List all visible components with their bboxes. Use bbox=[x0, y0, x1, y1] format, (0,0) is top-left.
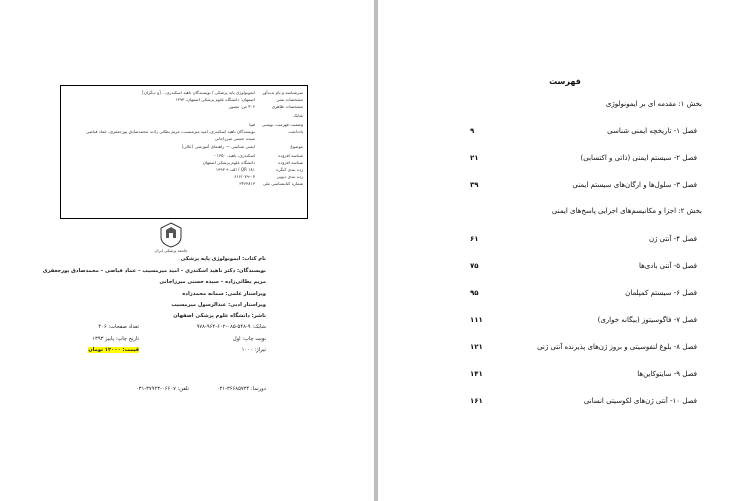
page-count: تعداد صفحات: ۴۰۶ bbox=[98, 324, 139, 330]
catalog-row bbox=[61, 97, 307, 104]
toc-entry bbox=[378, 262, 752, 274]
toc-entry-title: فصل ۷- فاگوسیتوز (بیگانه خواری) bbox=[597, 316, 697, 324]
authors-continued: مریم بطائی‌زاده – سیده حسنی میرزاجانی bbox=[159, 279, 266, 285]
catalog-value: فیپا bbox=[249, 122, 255, 127]
scientific-editor: ویراستار علمی: سمانه محمدزاده bbox=[182, 291, 266, 297]
toc-entry bbox=[378, 181, 752, 193]
toc-entry bbox=[378, 127, 752, 139]
catalog-label: موضوع bbox=[290, 144, 303, 149]
toc-page-number: ۶۱ bbox=[470, 235, 479, 243]
catalog-label: رده بندی کنگره bbox=[276, 167, 303, 172]
toc-entry-title: بخش ۱: مقدمه ای بر ایمونولوژی bbox=[605, 100, 702, 108]
toc-entry-title: فصل ۶- سیستم کمپلمان bbox=[625, 289, 697, 297]
toc-entry-title: فصل ۵- آنتی بادی‌ها bbox=[638, 262, 697, 270]
catalog-label: وضعیت فهرست نویسی bbox=[261, 122, 303, 127]
fax-number: دورنما: ۳۶۶۸۵۷۳۴-۰۳۱ bbox=[216, 386, 266, 392]
catalog-value: ۶۱۶/۰۷۹-۰۷ bbox=[234, 174, 255, 179]
catalog-value: دانشگاه علوم پزشکی اصفهان bbox=[202, 160, 255, 165]
toc-entry-title: فصل ۴- آنتی ژن bbox=[648, 235, 697, 243]
price: قیمت: ۱۲۰۰۰ تومان bbox=[88, 347, 139, 353]
catalog-row bbox=[61, 167, 307, 174]
toc-entry bbox=[378, 397, 752, 409]
catalog-value: QR ۱۸۱ / الف ۹ ۱۳۹۳ bbox=[215, 167, 255, 172]
catalog-row bbox=[61, 113, 307, 120]
toc-page-number: ۷۵ bbox=[470, 262, 479, 270]
catalog-label: رده بندی دیویی bbox=[276, 174, 303, 179]
circulation: تیراژ: ۱۰۰۰ bbox=[241, 347, 266, 353]
toc-entry bbox=[378, 289, 752, 301]
catalog-value: ۳۴۶۳۸۱۳ bbox=[239, 181, 255, 186]
toc-entry-title: فصل ۸- بلوغ لنفوسیتی و بروز ژن‌های پذیرنده آنتی ژنی bbox=[537, 343, 697, 351]
catalog-value: اسکندری، ناهید، ۱۳۵۰ - bbox=[213, 153, 255, 158]
toc-entry-title: فصل ۱۰- آنتی ژن‌های لکوسیتی انسانی bbox=[583, 397, 697, 405]
toc-entry bbox=[378, 235, 752, 247]
catalog-row bbox=[61, 90, 307, 97]
catalog-row bbox=[61, 104, 307, 111]
catalog-row bbox=[61, 122, 307, 129]
catalog-row bbox=[61, 153, 307, 160]
toc-entry-title: فصل ۱- تاریخچه ایمنی شناسی bbox=[607, 127, 697, 135]
toc-page-number: ۹۵ bbox=[470, 289, 479, 297]
catalog-label: شناسه افزوده bbox=[278, 153, 303, 158]
catalog-value: نویسندگان ناهید اسکندری، امید میرمسیب، مریم بطائی زاده، محمدصادق پورجعفری، عماد فیاضی bbox=[85, 129, 255, 134]
toc-entry-title: فصل ۳- سلول‌ها و ارگان‌های سیستم ایمنی bbox=[572, 181, 697, 189]
table-of-contents-page bbox=[378, 0, 752, 501]
catalog-row bbox=[61, 174, 307, 181]
catalog-value: اصفهان: دانشگاه علوم پزشکی اصفهان، ۱۳۹۳ bbox=[175, 97, 255, 102]
book-title: نام کتاب: ایمونولوژی پایه پزشکی bbox=[180, 256, 266, 262]
toc-page-number: ۱۲۱ bbox=[470, 343, 483, 351]
catalog-label: شناسه افزوده bbox=[278, 160, 303, 165]
toc-part-heading bbox=[378, 207, 752, 219]
toc-entry bbox=[378, 343, 752, 355]
cataloging-box bbox=[60, 85, 308, 219]
toc-entry-title: فصل ۲- سیستم ایمنی (ذاتی و اکتسابی) bbox=[580, 154, 697, 162]
publisher: ناشر: دانشگاه علوم پزشکی اصفهان bbox=[173, 313, 266, 319]
toc-entry bbox=[378, 316, 752, 328]
authors: نویسندگان: دکتر ناهید اسکندری – امید میرمسیب – عماد فیاضی – محمدصادق پورجعفری bbox=[42, 268, 266, 274]
toc-page-number: ۹ bbox=[470, 127, 475, 135]
catalog-row bbox=[61, 181, 307, 188]
catalog-label: شابک bbox=[293, 113, 303, 118]
toc-page-number: ۲۱ bbox=[470, 154, 479, 162]
logo-caption: جامعه پزشکی ایران bbox=[154, 248, 188, 253]
copyright-page bbox=[0, 0, 374, 501]
isbn: شابک: ۹-۵۴۸-۰۸۵-۶۰۲-۹۶۴-۹۷۸ bbox=[196, 324, 266, 330]
university-logo bbox=[160, 222, 182, 248]
print-date: تاریخ چاپ: پاییز ۱۳۹۳ bbox=[92, 336, 139, 342]
catalog-value: سیده حسنی میرزاجانی bbox=[214, 136, 255, 141]
print-turn: نوبت چاپ: اول bbox=[232, 336, 266, 342]
toc-part-heading bbox=[378, 100, 752, 112]
catalog-row bbox=[61, 129, 307, 136]
toc-page-number: ۱۱۱ bbox=[470, 316, 483, 324]
catalog-row bbox=[61, 160, 307, 167]
toc-entry bbox=[378, 154, 752, 166]
toc-entry bbox=[378, 370, 752, 382]
toc-title: فهرست bbox=[549, 77, 581, 86]
catalog-label: یادداشت bbox=[288, 129, 303, 134]
toc-entry-title: بخش ۲: اجزا و مکانیسم‌های اجرایی پاسخ‌های ایمنی bbox=[551, 207, 702, 215]
catalog-label: سرشناسه و نام پدیدآور bbox=[262, 90, 303, 95]
catalog-label: شماره کتابشناسی ملی bbox=[262, 181, 303, 186]
literary-editor: ویراستار ادبی: عبدالرسول میرمسیب bbox=[171, 302, 266, 308]
toc-page-number: ۱۶۱ bbox=[470, 397, 483, 405]
catalog-value: ۴۰۶ ص: مصور bbox=[229, 104, 255, 109]
catalog-value: ایمنی شناسی — راهنمای آموزشی (عالی) bbox=[181, 144, 255, 149]
catalog-label: مشخصات ظاهری bbox=[271, 104, 303, 109]
toc-entry-title: فصل ۹- سایتوکاین‌ها bbox=[637, 370, 697, 378]
phone-number: تلفن: ۰۶۶۰۷-۳۷۹۲۳-۰۳۱ bbox=[135, 386, 189, 392]
toc-page-number: ۳۹ bbox=[470, 181, 479, 189]
catalog-value: ایمونولوژی پایه پزشکی / نویسندگان ناهید اسکندری... [و دیگران] bbox=[142, 90, 255, 95]
catalog-row bbox=[61, 136, 307, 143]
catalog-row bbox=[61, 144, 307, 151]
catalog-label: مشخصات نشر bbox=[276, 97, 303, 102]
toc-page-number: ۱۴۱ bbox=[470, 370, 483, 378]
